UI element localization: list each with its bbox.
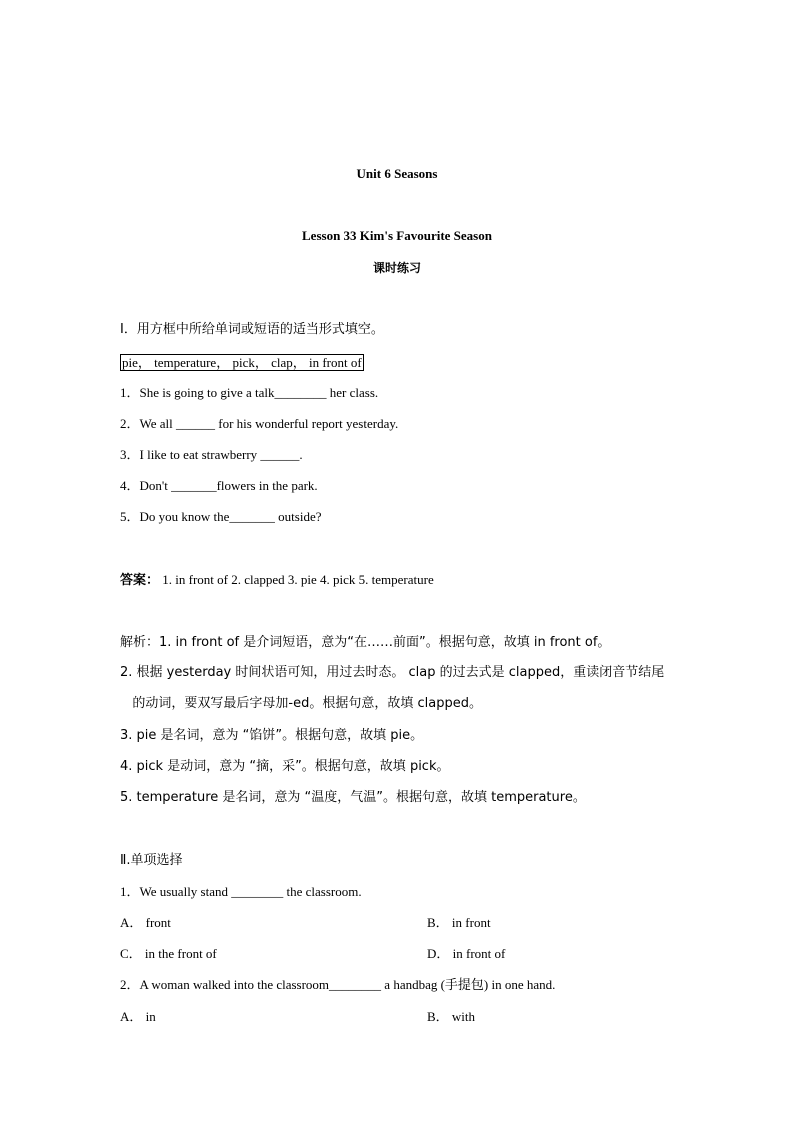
analysis-line-2b: 的动词，要双写最后字母加-ed。根据句意，故填 clapped。 [120, 696, 482, 711]
mc-question-2 [120, 977, 555, 993]
mc-question-2-text: 2．A woman walked into the classroom________ a handbag (手提包) in one hand. [120, 977, 556, 992]
mc-question-1: 1．We usually stand ________ the classroom. [120, 884, 362, 899]
answer-label: 答案： [120, 573, 160, 588]
word-box-text: pie， temperature， pick， clap， in front of [122, 355, 362, 370]
question-4: 4．Don't _______flowers in the park. [120, 478, 318, 493]
question-2: 2．We all ______ for his wonderful report yesterday. [120, 416, 399, 431]
question-1: 1．She is going to give a talk________ her class. [120, 385, 379, 400]
analysis-line-2: 2. 根据 yesterday 时间状语可知，用过去时态。 clap 的过去式是 clapped，重读闭音节结尾 [120, 665, 665, 680]
analysis-line-5: 5. temperature 是名词，意为 “温度，气温”。根据句意，故填 temperature。 [120, 790, 586, 805]
analysis-text-1: 1. in front of 是介词短语，意为“在……前面”。根据句意，故填 in front of。 [159, 635, 611, 650]
answer-line [120, 572, 434, 589]
word-box [120, 355, 364, 371]
analysis-line-3: 3. pie 是名词，意为 “馅饼”。根据句意，故填 pie。 [120, 728, 424, 743]
question-3: 3．I like to eat strawberry ______. [120, 447, 303, 462]
question-5: 5．Do you know the_______ outside? [120, 509, 322, 524]
mc-q1-option-d: D． in front of [427, 946, 506, 961]
analysis-line-4: 4. pick 是动词，意为 “摘，采”。根据句意，故填 pick。 [120, 759, 450, 774]
exercise-subtitle: 课时练习 [372, 261, 421, 275]
lesson-title: Lesson 33 Kim's Favourite Season [302, 228, 492, 243]
mc-q1-option-a: A． front [120, 915, 171, 930]
unit-title: Unit 6 Seasons [356, 166, 438, 181]
analysis-line-1 [120, 634, 610, 651]
mc-q2-option-b: B． with [427, 1009, 476, 1024]
section2-heading: Ⅱ.单项选择 [120, 853, 183, 868]
mc-q2-option-a: A． in [120, 1009, 156, 1024]
analysis-label: 解析： [120, 635, 160, 650]
answer-text: 1. in front of 2. clapped 3. pie 4. pick 5. temperature [162, 572, 434, 587]
section1-heading: Ⅰ．用方框中所给单词或短语的适当形式填空。 [120, 322, 384, 337]
mc-q1-option-c: C． in the front of [120, 946, 217, 961]
mc-q1-option-b: B． in front [427, 915, 491, 930]
